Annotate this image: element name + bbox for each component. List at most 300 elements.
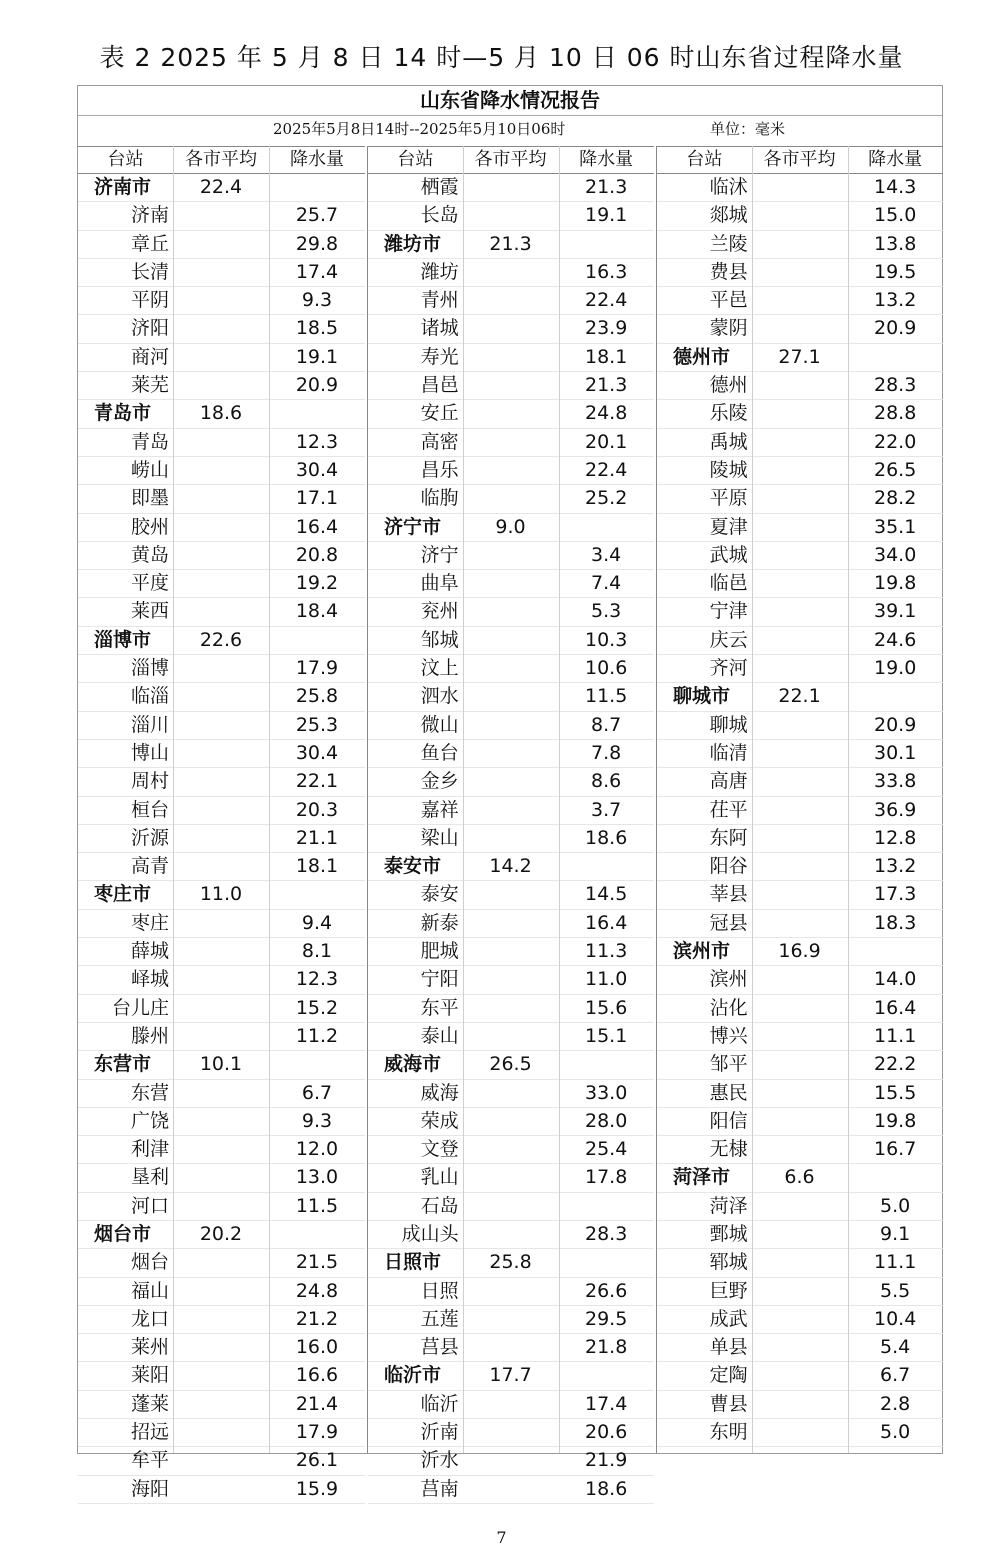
rainfall-value: 29.8 xyxy=(295,232,339,255)
rainfall-value: 28.8 xyxy=(874,402,917,425)
city-average xyxy=(752,655,848,682)
station-name: 泰安 xyxy=(420,883,459,906)
station-row xyxy=(657,797,943,825)
station-name: 莘县 xyxy=(709,883,748,906)
rainfall-value: 25.7 xyxy=(295,204,339,227)
station-name: 胶州 xyxy=(130,515,169,538)
station-name: 荣成 xyxy=(420,1109,459,1132)
city-name: 菏泽市 xyxy=(673,1166,731,1189)
rainfall-value: 3.4 xyxy=(591,543,622,566)
header-city-average: 各市平均 xyxy=(185,149,257,170)
rainfall-value xyxy=(558,1249,654,1276)
station-name: 诸城 xyxy=(420,317,459,340)
station-row xyxy=(657,1419,943,1447)
city-average xyxy=(463,1391,559,1418)
station-row xyxy=(368,429,654,457)
station-row xyxy=(368,627,654,655)
rainfall-value: 21.3 xyxy=(585,374,628,397)
rainfall-value: 13.2 xyxy=(874,855,917,878)
station-row xyxy=(657,598,943,626)
rainfall-value: 20.8 xyxy=(295,543,339,566)
city-average xyxy=(463,570,559,597)
city-name: 泰安市 xyxy=(384,855,442,878)
rainfall-value: 17.9 xyxy=(295,657,339,680)
station-row xyxy=(368,1476,654,1504)
city-average xyxy=(173,683,269,710)
station-name: 兰陵 xyxy=(709,232,748,255)
rainfall-value: 10.3 xyxy=(585,628,628,651)
station-name: 乳山 xyxy=(420,1166,459,1189)
rainfall-value: 20.1 xyxy=(585,430,628,453)
station-name: 郓城 xyxy=(709,1251,748,1274)
station-row xyxy=(368,1193,654,1221)
city-average xyxy=(463,457,559,484)
city-average: 14.2 xyxy=(489,855,532,878)
city-average xyxy=(173,966,269,993)
rainfall-value xyxy=(558,1193,654,1220)
station-row xyxy=(657,570,943,598)
city-row xyxy=(78,174,365,202)
rainfall-value: 15.1 xyxy=(585,1024,628,1047)
station-name: 青岛 xyxy=(130,430,169,453)
station-name: 济宁 xyxy=(420,543,459,566)
station-name: 栖霞 xyxy=(420,176,459,198)
city-average xyxy=(752,287,848,314)
station-name: 济南 xyxy=(130,204,169,227)
station-name: 牟平 xyxy=(130,1449,169,1472)
city-average xyxy=(752,825,848,852)
rainfall-value: 18.6 xyxy=(585,1477,628,1500)
station-name: 五莲 xyxy=(420,1307,459,1330)
rainfall-value: 9.4 xyxy=(301,911,333,934)
rainfall-value xyxy=(558,853,654,880)
station-row xyxy=(368,457,654,485)
rainfall-value: 21.9 xyxy=(585,1449,628,1472)
rainfall-value: 11.3 xyxy=(585,940,628,963)
station-name: 高密 xyxy=(420,430,459,453)
station-row xyxy=(657,853,943,881)
station-name: 寿光 xyxy=(420,345,459,368)
city-average xyxy=(463,1334,559,1361)
column-header-row xyxy=(657,147,943,174)
rainfall-value xyxy=(269,627,365,654)
city-row xyxy=(657,938,943,966)
station-name: 临朐 xyxy=(420,487,459,510)
city-average: 26.5 xyxy=(489,1053,532,1076)
city-average xyxy=(463,881,559,908)
city-average xyxy=(173,1080,269,1107)
station-row xyxy=(657,1391,943,1419)
station-row xyxy=(368,938,654,966)
city-average xyxy=(173,740,269,767)
station-row xyxy=(78,1249,365,1277)
rainfall-value: 22.4 xyxy=(585,458,628,481)
city-row xyxy=(657,683,943,711)
station-row xyxy=(78,514,365,542)
rainfall-value: 16.0 xyxy=(295,1336,339,1359)
station-name: 石岛 xyxy=(420,1194,459,1217)
station-row xyxy=(368,400,654,428)
city-average xyxy=(173,429,269,456)
station-name: 费县 xyxy=(709,260,748,283)
city-average xyxy=(752,400,848,427)
station-row xyxy=(368,825,654,853)
station-name: 章丘 xyxy=(130,232,169,255)
rainfall-value: 15.0 xyxy=(874,204,917,227)
rainfall-value: 18.4 xyxy=(295,600,339,623)
city-average xyxy=(173,1023,269,1050)
station-name: 陵城 xyxy=(709,458,748,481)
rainfall-value: 5.0 xyxy=(880,1194,911,1217)
station-row xyxy=(657,542,943,570)
station-name: 薛城 xyxy=(130,940,169,963)
station-name: 滕州 xyxy=(130,1024,169,1047)
station-row xyxy=(78,825,365,853)
station-name: 济阳 xyxy=(130,317,169,340)
station-row xyxy=(78,1278,365,1306)
station-name: 沾化 xyxy=(709,996,748,1019)
rainfall-value: 18.6 xyxy=(585,826,628,849)
city-average xyxy=(752,712,848,739)
station-row xyxy=(657,768,943,796)
station-row xyxy=(657,966,943,994)
rainfall-value: 15.2 xyxy=(295,996,339,1019)
station-name: 东明 xyxy=(709,1421,748,1444)
city-average xyxy=(752,429,848,456)
city-average xyxy=(463,1419,559,1446)
city-average xyxy=(173,1419,269,1446)
city-row xyxy=(368,1249,654,1277)
station-name: 泰山 xyxy=(420,1024,459,1047)
station-row xyxy=(78,995,365,1023)
station-name: 即墨 xyxy=(130,487,169,510)
station-row xyxy=(657,1306,943,1334)
rainfall-value: 17.4 xyxy=(295,260,339,283)
station-name: 莱阳 xyxy=(130,1364,169,1387)
rainfall-value: 11.5 xyxy=(295,1194,339,1217)
rainfall-value xyxy=(847,1164,943,1191)
page-number: 7 xyxy=(496,1528,507,1547)
table-panel-1 xyxy=(78,146,365,1500)
station-row xyxy=(657,881,943,909)
station-name: 新泰 xyxy=(420,911,459,934)
city-row xyxy=(368,231,654,259)
city-average xyxy=(752,1334,848,1361)
city-average xyxy=(752,315,848,342)
station-row xyxy=(657,1249,943,1277)
header-station: 台站 xyxy=(397,149,434,170)
station-name: 临清 xyxy=(709,741,748,764)
rainfall-value xyxy=(847,344,943,371)
station-row xyxy=(657,1023,943,1051)
city-name: 烟台市 xyxy=(94,1222,152,1245)
city-average xyxy=(752,627,848,654)
column-divider xyxy=(752,146,753,1453)
station-row xyxy=(657,400,943,428)
station-row xyxy=(78,1334,365,1362)
city-average xyxy=(752,853,848,880)
city-average xyxy=(463,627,559,654)
rainfall-value xyxy=(558,514,654,541)
city-average xyxy=(463,768,559,795)
station-row xyxy=(657,627,943,655)
city-average xyxy=(173,712,269,739)
rainfall-value: 21.1 xyxy=(295,826,339,849)
station-name: 鱼台 xyxy=(420,741,459,764)
rainfall-value: 16.3 xyxy=(585,260,628,283)
rainfall-value: 34.0 xyxy=(874,543,917,566)
station-name: 莒南 xyxy=(420,1477,459,1500)
rainfall-value: 18.3 xyxy=(874,911,917,934)
city-average: 27.1 xyxy=(778,345,821,368)
station-name: 垦利 xyxy=(130,1166,169,1189)
rainfall-value: 24.6 xyxy=(874,628,917,651)
city-average xyxy=(463,712,559,739)
city-average: 17.7 xyxy=(489,1364,532,1387)
rainfall-value: 19.2 xyxy=(295,572,339,595)
station-name: 成山头 xyxy=(401,1222,459,1245)
rainfall-value: 13.2 xyxy=(874,289,917,312)
rainfall-value: 20.9 xyxy=(874,713,917,736)
station-name: 博山 xyxy=(130,741,169,764)
rainfall-value: 29.5 xyxy=(585,1307,628,1330)
report-period: 2025年5月8日14时--2025年5月10日06时 xyxy=(273,120,566,138)
rainfall-value: 26.6 xyxy=(585,1279,628,1302)
city-row xyxy=(368,1362,654,1390)
city-average: 21.3 xyxy=(489,232,532,255)
station-row xyxy=(368,1278,654,1306)
city-average xyxy=(173,1164,269,1191)
station-row xyxy=(368,485,654,513)
city-average xyxy=(752,231,848,258)
city-row xyxy=(657,1164,943,1192)
city-average: 22.6 xyxy=(199,628,243,651)
station-name: 宁津 xyxy=(709,600,748,623)
station-name: 庆云 xyxy=(709,628,748,651)
city-average xyxy=(463,1278,559,1305)
header-rainfall: 降水量 xyxy=(868,149,923,170)
city-average xyxy=(173,995,269,1022)
station-name: 青州 xyxy=(420,289,459,312)
rainfall-value: 33.0 xyxy=(585,1081,628,1104)
city-name: 德州市 xyxy=(673,345,731,368)
city-average xyxy=(752,598,848,625)
column-header-row xyxy=(368,147,654,174)
station-name: 平阴 xyxy=(130,289,169,312)
station-name: 平邑 xyxy=(709,289,748,312)
station-name: 文登 xyxy=(420,1138,459,1161)
city-average xyxy=(173,768,269,795)
station-row xyxy=(657,514,943,542)
station-row xyxy=(368,542,654,570)
rainfall-value: 25.3 xyxy=(295,713,339,736)
station-name: 夏津 xyxy=(709,515,748,538)
station-name: 莱州 xyxy=(130,1336,169,1359)
city-average xyxy=(173,938,269,965)
station-name: 高青 xyxy=(130,855,169,878)
station-name: 潍坊 xyxy=(420,260,459,283)
station-name: 利津 xyxy=(130,1138,169,1161)
rainfall-value: 35.1 xyxy=(874,515,917,538)
rainfall-value: 11.0 xyxy=(585,968,628,991)
station-row xyxy=(78,1108,365,1136)
city-average xyxy=(752,570,848,597)
station-name: 阳谷 xyxy=(709,855,748,878)
city-average xyxy=(463,1080,559,1107)
station-row xyxy=(657,995,943,1023)
station-row xyxy=(78,1362,365,1390)
city-average xyxy=(463,598,559,625)
rainfall-value: 5.0 xyxy=(880,1421,911,1444)
rainfall-value xyxy=(269,1221,365,1248)
city-average xyxy=(173,202,269,229)
city-average xyxy=(463,429,559,456)
city-average xyxy=(173,485,269,512)
rainfall-value: 28.3 xyxy=(585,1222,628,1245)
rainfall-value: 17.8 xyxy=(585,1166,628,1189)
station-row xyxy=(657,485,943,513)
station-name: 微山 xyxy=(420,713,459,736)
station-row xyxy=(657,1362,943,1390)
rainfall-value: 25.2 xyxy=(585,487,628,510)
city-average xyxy=(752,1136,848,1163)
station-row xyxy=(368,598,654,626)
city-average xyxy=(173,853,269,880)
station-row xyxy=(78,429,365,457)
station-name: 禹城 xyxy=(709,430,748,453)
station-row xyxy=(657,740,943,768)
station-row xyxy=(368,1391,654,1419)
city-average xyxy=(173,1249,269,1276)
header-rainfall: 降水量 xyxy=(579,149,634,170)
station-name: 邹城 xyxy=(420,628,459,651)
header-station: 台站 xyxy=(107,149,144,170)
city-row xyxy=(657,344,943,372)
station-name: 沂水 xyxy=(420,1449,459,1472)
rainfall-value: 14.3 xyxy=(874,176,917,198)
city-name: 东营市 xyxy=(94,1053,152,1076)
city-average xyxy=(173,825,269,852)
rainfall-value: 15.5 xyxy=(874,1081,917,1104)
station-name: 阳信 xyxy=(709,1109,748,1132)
city-name: 滨州市 xyxy=(673,940,731,963)
station-row xyxy=(78,259,365,287)
city-average xyxy=(463,287,559,314)
station-name: 金乡 xyxy=(420,770,459,793)
station-name: 乐陵 xyxy=(709,402,748,425)
city-average: 18.6 xyxy=(199,402,243,425)
city-average xyxy=(463,995,559,1022)
station-name: 沂源 xyxy=(130,826,169,849)
station-row xyxy=(368,1164,654,1192)
station-row xyxy=(78,231,365,259)
station-name: 莒县 xyxy=(420,1336,459,1359)
station-name: 嘉祥 xyxy=(420,798,459,821)
city-average: 10.1 xyxy=(199,1053,243,1076)
station-name: 鄄城 xyxy=(709,1222,748,1245)
rainfall-value: 8.6 xyxy=(591,770,622,793)
station-row xyxy=(78,853,365,881)
station-name: 桓台 xyxy=(130,798,169,821)
rainfall-value: 20.9 xyxy=(295,374,339,397)
city-average xyxy=(752,1080,848,1107)
station-row xyxy=(78,542,365,570)
city-average xyxy=(173,1391,269,1418)
station-name: 巨野 xyxy=(709,1279,748,1302)
city-average xyxy=(752,1391,848,1418)
station-row xyxy=(78,1023,365,1051)
station-name: 成武 xyxy=(709,1307,748,1330)
column-header-row xyxy=(78,147,365,174)
station-name: 海阳 xyxy=(130,1477,169,1500)
rainfall-value: 30.4 xyxy=(295,458,339,481)
station-name: 齐河 xyxy=(709,657,748,680)
rainfall-value xyxy=(269,174,365,201)
station-row xyxy=(78,683,365,711)
station-row xyxy=(657,1080,943,1108)
column-divider xyxy=(463,146,464,1453)
city-average xyxy=(752,966,848,993)
rainfall-value: 7.4 xyxy=(591,572,622,595)
station-row xyxy=(368,683,654,711)
rainfall-value: 10.6 xyxy=(585,657,628,680)
city-average xyxy=(463,655,559,682)
rainfall-value: 20.3 xyxy=(295,798,339,821)
station-name: 淄川 xyxy=(130,713,169,736)
rainfall-value: 16.7 xyxy=(874,1138,917,1161)
station-name: 临淄 xyxy=(130,685,169,708)
city-average xyxy=(752,1278,848,1305)
station-name: 蒙阴 xyxy=(709,317,748,340)
rainfall-value: 10.4 xyxy=(874,1307,917,1330)
station-row xyxy=(368,712,654,740)
station-row xyxy=(78,570,365,598)
station-name: 高唐 xyxy=(709,770,748,793)
station-name: 曹县 xyxy=(709,1392,748,1415)
rainfall-value: 6.7 xyxy=(301,1081,333,1104)
rainfall-value: 30.1 xyxy=(874,741,917,764)
rainfall-value: 22.2 xyxy=(874,1053,917,1076)
city-average xyxy=(463,825,559,852)
city-average: 6.6 xyxy=(784,1166,815,1189)
rainfall-value: 14.5 xyxy=(585,883,628,906)
station-name: 博兴 xyxy=(709,1024,748,1047)
city-average xyxy=(463,1221,559,1248)
station-row xyxy=(368,344,654,372)
station-name: 沂南 xyxy=(420,1421,459,1444)
rainfall-value: 16.4 xyxy=(295,515,339,538)
station-row xyxy=(78,485,365,513)
rainfall-value: 5.4 xyxy=(880,1336,911,1359)
station-name: 泗水 xyxy=(420,685,459,708)
rainfall-value: 26.5 xyxy=(874,458,917,481)
city-name: 威海市 xyxy=(384,1053,442,1076)
station-name: 惠民 xyxy=(709,1081,748,1104)
city-average xyxy=(463,1476,559,1503)
city-average xyxy=(752,1051,848,1078)
rainfall-value: 8.7 xyxy=(591,713,622,736)
city-average xyxy=(463,683,559,710)
station-row xyxy=(368,315,654,343)
station-row xyxy=(78,457,365,485)
city-row xyxy=(78,1051,365,1079)
station-row xyxy=(368,202,654,230)
station-row xyxy=(657,712,943,740)
city-average xyxy=(173,287,269,314)
station-name: 德州 xyxy=(709,374,748,397)
station-name: 定陶 xyxy=(709,1364,748,1387)
station-name: 烟台 xyxy=(130,1251,169,1274)
